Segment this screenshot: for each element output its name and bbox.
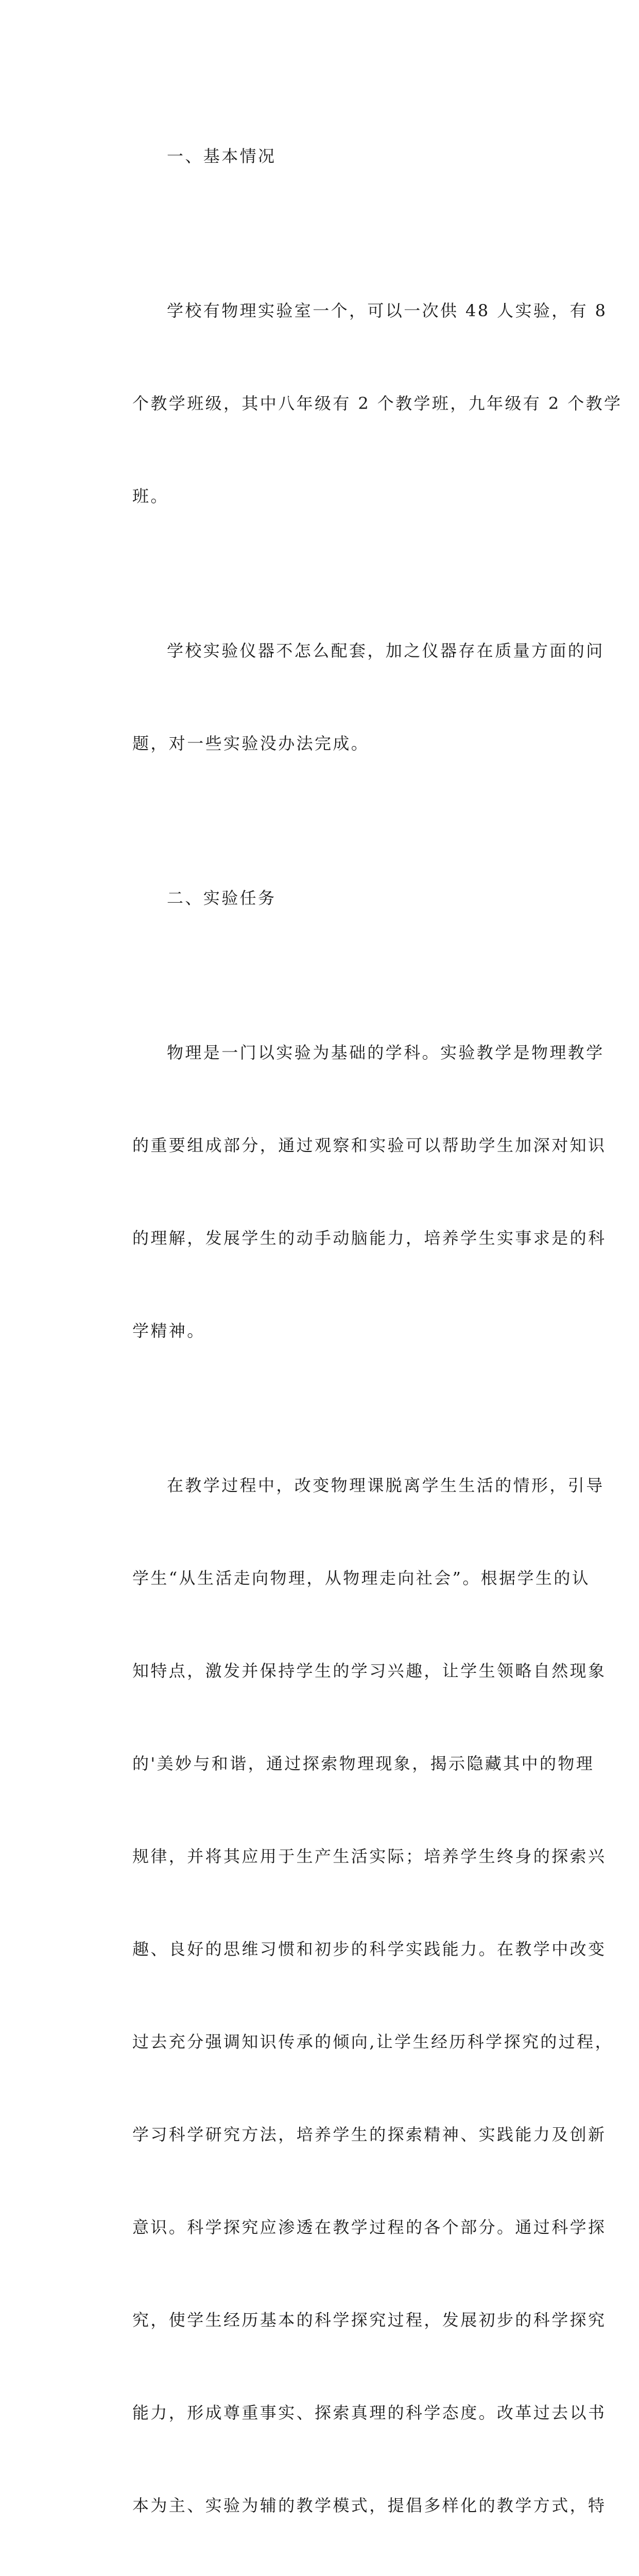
heading-line: 一、基本情况 — [167, 146, 277, 166]
paragraph-line: 题，对一些实验没办法完成。 — [132, 734, 370, 753]
paragraph-lab — [98, 233, 623, 573]
paragraph-line: 物理是一门以实验为基础的学科。实验教学是物理教学 — [167, 1043, 605, 1062]
paragraph-line: 的'美妙与和谐，通过探索物理现象，揭示隐藏其中的物理 — [132, 1754, 595, 1773]
paragraph-line: 个教学班级，其中八年级有 2 个教学班，九年级有 2 个教学 — [132, 394, 623, 413]
paragraph-line: 规律，并将其应用于生产生活实际；培养学生终身的探索兴 — [132, 1846, 607, 1866]
paragraph-line: 班。 — [132, 486, 169, 506]
paragraph-line: 究，使学生经历基本的科学探究过程，发展初步的科学探究 — [132, 2310, 607, 2330]
document-body — [98, 79, 623, 2576]
paragraph-physics — [98, 975, 607, 1408]
paragraph-line: 趣、良好的思维习惯和初步的科学实践能力。在教学中改变 — [132, 1939, 607, 1959]
paragraph-line: 的重要组成部分，通过观察和实验可以帮助学生加深对知识 — [132, 1136, 607, 1155]
paragraph-line: 学习科学研究方法，培养学生的探索精神、实践能力及创新 — [132, 2125, 607, 2144]
paragraph-line: 在教学过程中，改变物理课脱离学生生活的情形，引导 — [167, 1476, 605, 1495]
section-heading-basic — [98, 79, 548, 233]
section-heading-tasks — [98, 821, 548, 975]
paragraph-line: 本为主、实验为辅的教学模式，提倡多样化的教学方式，特 — [132, 2496, 607, 2515]
paragraph-equipment — [98, 573, 605, 821]
paragraph-line: 知特点，激发并保持学生的学习兴趣，让学生领略自然现象 — [132, 1661, 607, 1681]
heading-line: 二、实验任务 — [167, 888, 277, 908]
paragraph-line: 意识。科学探究应渗透在教学过程的各个部分。通过科学探 — [132, 2217, 607, 2237]
paragraph-line: 学校实验仪器不怎么配套，加之仪器存在质量方面的问 — [167, 641, 605, 660]
paragraph-line: 学校有物理实验室一个，可以一次供 48 人实验，有 8 — [167, 301, 608, 320]
paragraph-line: 学生“从生活走向物理，从物理走向社会”。根据学生的认 — [132, 1568, 591, 1588]
paragraph-teaching — [98, 1408, 613, 2576]
paragraph-line: 能力，形成尊重事实、探索真理的科学态度。改革过去以书 — [132, 2403, 607, 2422]
paragraph-line: 学精神。 — [132, 1321, 205, 1341]
paragraph-line: 的理解，发展学生的动手动脑能力，培养学生实事求是的科 — [132, 1228, 607, 1248]
paragraph-line: 过去充分强调知识传承的倾向,让学生经历科学探究的过程， — [132, 2032, 613, 2052]
